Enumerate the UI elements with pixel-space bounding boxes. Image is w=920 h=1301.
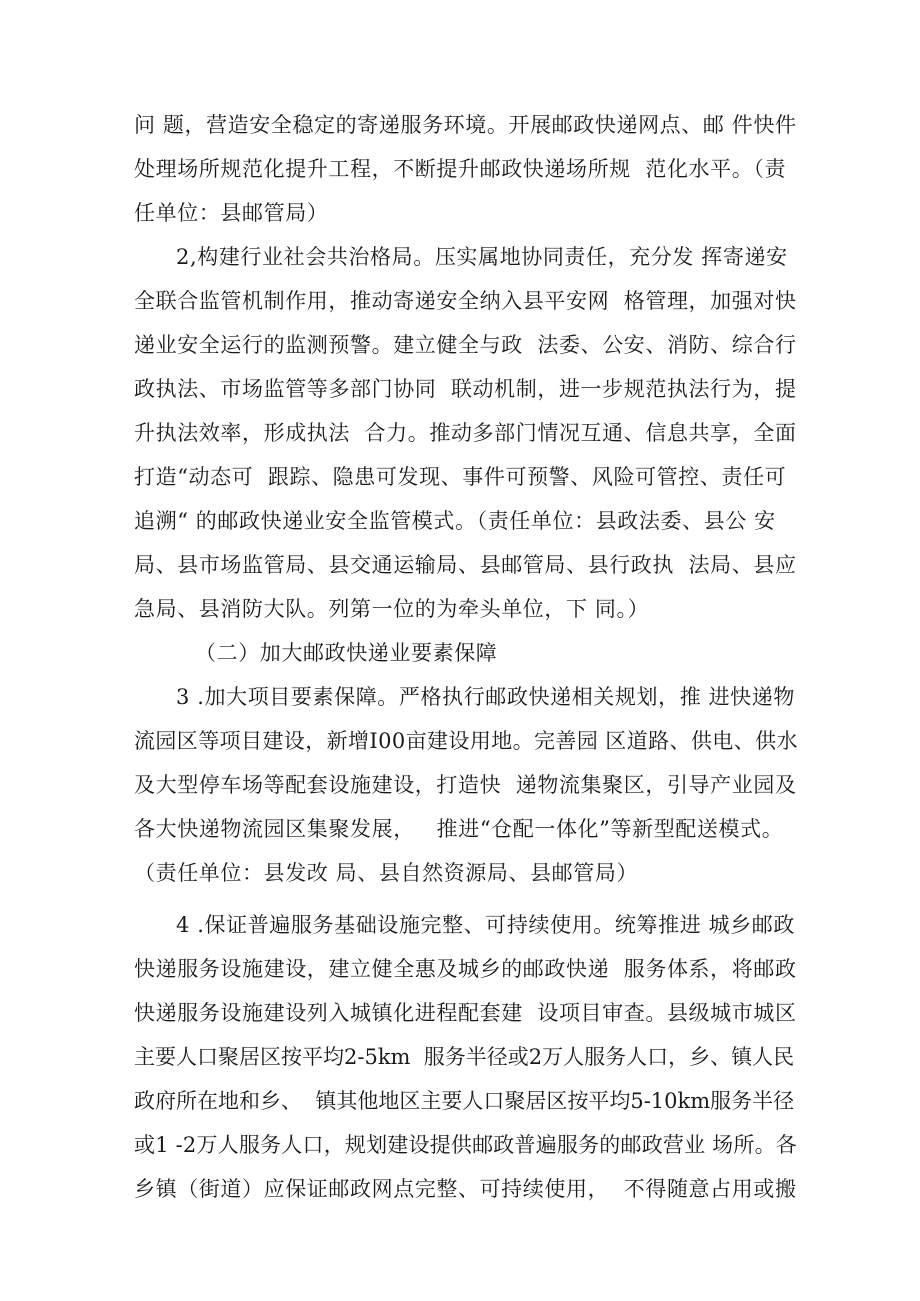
paragraph-start-line: 4 .保证普遍服务基础设施完整、可持续使用。统筹推进 城乡邮政 — [176, 913, 795, 937]
text-line: 递业安全运行的监测预警。建立健全与政 法委、公安、消防、综合行 — [134, 333, 797, 357]
text-line: 打造“动态可 跟踪、隐患可发现、事件可预警、风险可管控、责任可 — [134, 465, 787, 489]
text-line: 政府所在地和乡、 镇其他地区主要人口聚居区按平均5-10km服务半径 — [134, 1089, 795, 1113]
text-line: 乡镇（街道）应保证邮政网点完整、可持续使用， 不得随意占用或搬 — [134, 1177, 797, 1201]
paragraph-start-line: 3 .加大项目要素保障。严格执行邮政快递相关规划，推 进快递物 — [176, 685, 795, 709]
text-line: 快递服务设施建设，建立健全惠及城乡的邮政快递 服务体系，将邮政 — [134, 957, 797, 981]
text-line: 快递服务设施建设列入城镇化进程配套建 设项目审查。县级城市城区 — [134, 1001, 797, 1025]
text-line: 问 题，营造安全稳定的寄递服务环境。开展邮政快递网点、邮 件快件 — [134, 113, 797, 137]
text-line: 升执法效率，形成执法 合力。推动多部门情况互通、信息共享，全面 — [134, 421, 797, 445]
text-line: 主要人口聚居区按平均2-5km 服务半径或2万人服务人口，乡、镇人民 — [134, 1045, 795, 1069]
text-line: 任单位：县邮管局） — [134, 201, 329, 225]
text-line: 及大型停车场等配套设施建设，打造快 递物流集聚区，引导产业园及 — [134, 773, 797, 797]
text-line: 各大快递物流园区集聚发展， 推进“仓配一体化”等新型配送模式。 — [134, 817, 784, 841]
text-line: 急局、县消防大队。列第一位的为牵头单位，下 同。） — [134, 597, 650, 621]
text-line: 全联合监管机制作用，推动寄递安全纳入县平安网 格管理，加强对快 — [134, 289, 797, 313]
text-line: （责任单位：县发改 局、县自然资源局、县邮管局） — [134, 861, 639, 885]
text-line: 流园区等项目建设，新增I00亩建设用地。完善园 区道路、供电、供水 — [134, 729, 798, 753]
section-heading: （二）加大邮政快递业要素保障 — [195, 641, 498, 665]
text-line: 政执法、市场监管等多部门协同 联动机制，进一步规范执法行为，提 — [134, 377, 797, 401]
text-line: 追溯“ 的邮政快递业安全监管模式。（责任单位：县政法委、县公 安 — [134, 509, 776, 533]
paragraph-start-line: 2,构建行业社会共治格局。压实属地协同责任，充分发 挥寄递安 — [176, 245, 788, 269]
text-line: 或1 -2万人服务人口，规划建设提供邮政普遍服务的邮政营业 场所。各 — [134, 1133, 797, 1157]
text-line: 局、县市场监管局、县交通运输局、县邮管局、县行政执 法局、县应 — [134, 553, 797, 577]
text-line: 处理场所规范化提升工程，不断提升邮政快递场所规 范化水平。（责 — [134, 157, 787, 181]
